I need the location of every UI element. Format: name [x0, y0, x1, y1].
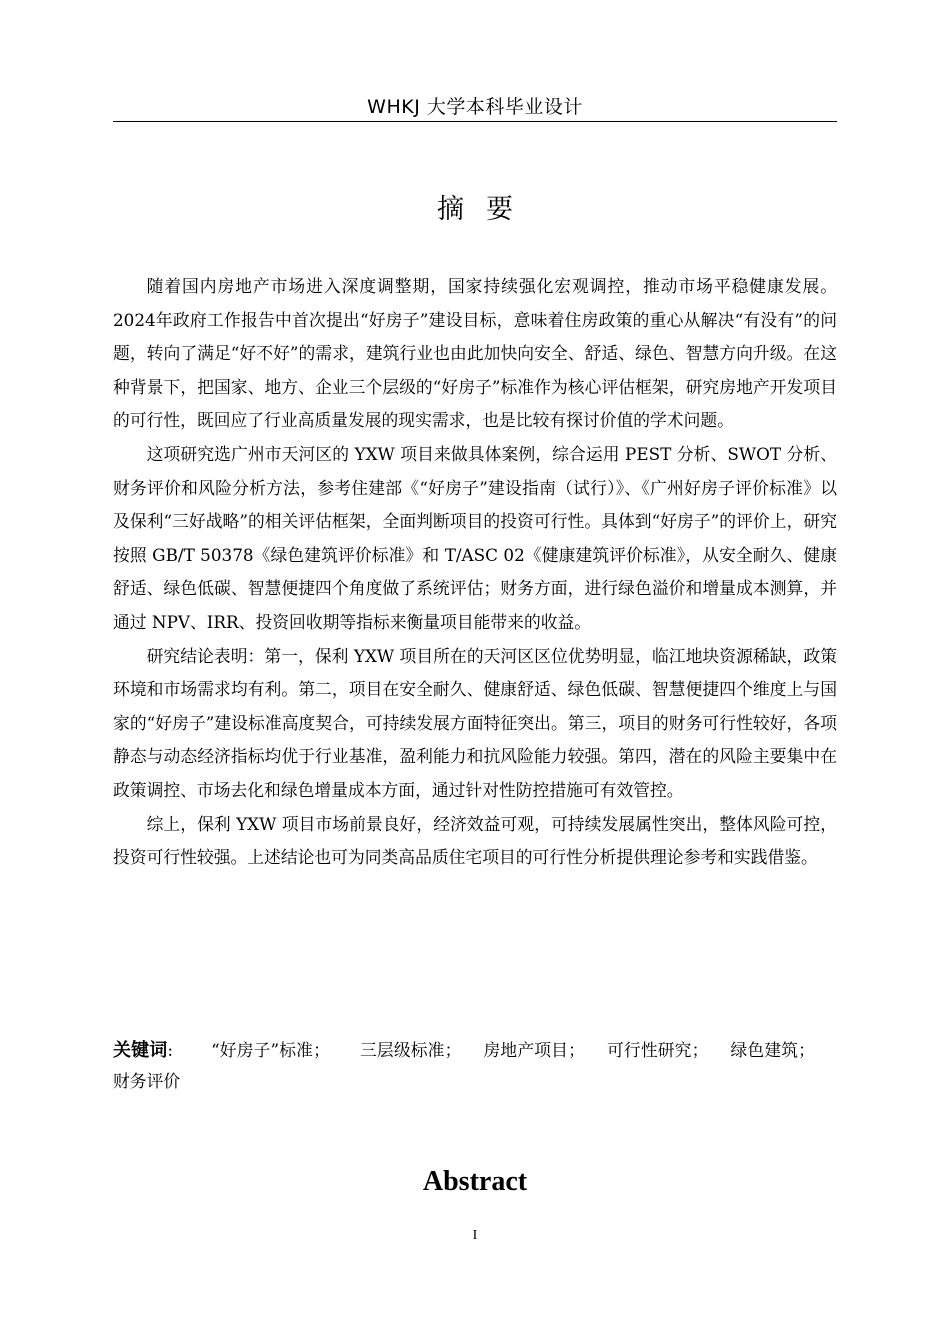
keyword-item: 三层级标准； — [359, 1040, 462, 1060]
abstract-paragraph: 随着国内房地产市场进入深度调整期，国家持续强化宏观调控，推动市场平稳健康发展。2024年政府工作报告中首次提出“好房子”建设目标，意味着住房政策的重心从解决“有没有”的问题，转向了满足“好不好”的需求，建筑行业也由此加快向安全、舒适、绿色、智慧方向升级。在这种背景下，把国家、地方、企业三个层级的“好房子”标准作为核心评估框架，研究房地产开发项目的可行性，既回应了行业高质量发展的现实需求，也是比较有探讨价值的学术问题。 — [113, 276, 837, 431]
keyword-item: “好房子”标准； — [211, 1040, 330, 1060]
abstract-paragraph: 研究结论表明：第一，保利 YXW 项目所在的天河区区位优势明显，临江地块资源稀缺，政策环境和市场需求均有利。第二，项目在安全耐久、健康舒适、绿色低碳、智慧便捷四个维度上与国家的“好房子”建设标准高度契合，可持续发展方面特征突出。第三，项目的财务可行性较好，各项静态与动态经济指标均优于行业基准，盈利能力和抗风险能力较强。第四，潜在的风险主要集中在政策调控、市场去化和绿色增量成本方面，通过针对性防控措施可有效管控。 — [113, 645, 837, 800]
abstract-paragraph: 综上，保利 YXW 项目市场前景良好，经济效益可观，可持续发展属性突出，整体风险可控，投资可行性较强。上述结论也可为同类高品质住宅项目的可行性分析提供理论参考和实践借鉴。 — [113, 813, 837, 868]
header-rule — [113, 121, 837, 122]
keyword-item: 房地产项目； — [483, 1040, 585, 1060]
abstract-title: 摘要 — [437, 194, 535, 225]
keywords-line — [113, 1035, 837, 1097]
page-number: I — [472, 1228, 478, 1243]
keyword-item: 绿色建筑； — [730, 1040, 815, 1060]
abstract-body — [113, 270, 837, 875]
running-header: WHKJ 大学本科毕业设计 — [367, 96, 583, 118]
keywords-colon: : — [167, 1040, 174, 1060]
keyword-item: 财务评价 — [113, 1071, 181, 1091]
english-abstract-title: Abstract — [422, 1166, 528, 1197]
keyword-item: 可行性研究； — [606, 1040, 709, 1060]
keywords-label: 关键词 — [113, 1040, 168, 1061]
abstract-paragraph: 这项研究选广州市天河区的 YXW 项目来做具体案例，综合运用 PEST 分析、SWOT 分析、财务评价和风险分析方法，参考住建部《“好房子”建设指南（试行）》、《广州好房子评价标准》以及保利“三好战略”的相关评估框架，全面判断项目的投资可行性。具体到“好房子”的评价上，研究按照 GB/T 50378《绿色建筑评价标准》和 T/ASC 02《健康建筑评价标准》，从安全耐久、健康舒适、绿色低碳、智慧便捷四个角度做了系统评估；财务方面，进行绿色溢价和增量成本测算，并通过 NPV、IRR、投资回收期等指标来衡量项目能带来的收益。 — [113, 443, 837, 632]
